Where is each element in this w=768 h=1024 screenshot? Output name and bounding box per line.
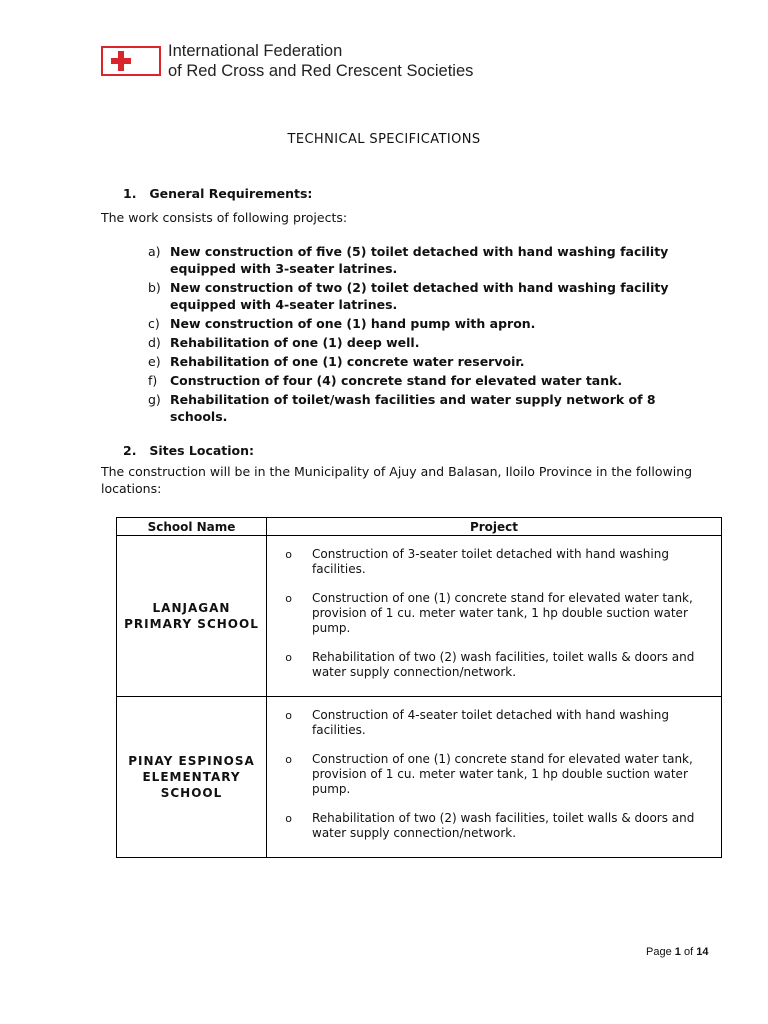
column-header-project: Project [267,518,722,536]
project-item [267,650,713,680]
project-item [267,708,713,738]
school-name: LANJAGAN PRIMARY SCHOOL [117,536,267,697]
section-1-intro: The work consists of following projects: [101,210,348,225]
list-item-text: New construction of one (1) hand pump with apron. [170,316,536,331]
project-text: Rehabilitation of two (2) wash facilities, toilet walls & doors and water supply connection/network. [312,650,695,679]
org-line-2: of Red Cross and Red Crescent Societies [168,62,474,80]
bullet-icon: o [285,651,292,664]
red-cross-crescent-logo [101,46,161,76]
list-item [148,334,708,351]
list-item [148,391,708,425]
table-row [117,697,722,858]
document-title: TECHNICAL SPECIFICATIONS [287,132,481,147]
bullet-icon: o [285,709,292,722]
section-2-intro: The construction will be in the Municipality of Ajuy and Balasan, Iloilo Province in the following locations: [101,464,693,496]
page-word: Page [646,946,672,958]
school-name: PINAY ESPINOSA ELEMENTARY SCHOOL [117,697,267,858]
list-item-label: g) [148,392,161,407]
section-2-heading [123,443,254,458]
list-item [148,372,708,389]
list-item [148,353,708,370]
project-item [267,811,713,841]
list-item-label: d) [148,335,161,350]
of-word: of [683,946,694,958]
table-row [117,536,722,697]
project-text: Construction of 4-seater toilet detached with hand washing facilities. [312,708,669,737]
list-item [148,315,708,332]
project-text: Rehabilitation of two (2) wash facilities, toilet walls & doors and water supply connection/network. [312,811,695,840]
list-item-label: b) [148,280,161,295]
sites-table [116,517,722,858]
project-text: Construction of one (1) concrete stand for elevated water tank, provision of 1 cu. meter water tank, 1 hp double suction water pump. [312,752,693,796]
organization-name [168,41,473,81]
section-1-heading [123,186,312,201]
page-number [646,946,708,958]
project-item [267,752,713,797]
bullet-icon: o [285,753,292,766]
list-item-label: e) [148,354,161,369]
section-number: 1. [123,186,137,201]
section-title: General Requirements: [149,186,313,201]
section-number: 2. [123,443,137,458]
project-list [148,243,708,427]
column-header-school: School Name [117,518,267,536]
project-text: Construction of 3-seater toilet detached with hand washing facilities. [312,547,669,576]
bullet-icon: o [285,812,292,825]
bullet-icon: o [285,592,292,605]
project-item [267,547,713,577]
list-item [148,279,708,313]
list-item-text: New construction of two (2) toilet detached with hand washing facility equipped with 4-seater latrines. [170,280,669,312]
project-cell [267,697,722,858]
project-item [267,591,713,636]
section-title: Sites Location: [149,443,255,458]
bullet-icon: o [285,548,292,561]
project-cell [267,536,722,697]
project-text: Construction of one (1) concrete stand for elevated water tank, provision of 1 cu. meter water tank, 1 hp double suction water pump. [312,591,693,635]
list-item-text: Rehabilitation of one (1) deep well. [170,335,420,350]
list-item-text: Rehabilitation of one (1) concrete water reservoir. [170,354,525,369]
list-item [148,243,708,277]
org-line-1: International Federation [168,42,343,60]
table-header-row [117,518,722,536]
list-item-label: f) [148,373,158,388]
list-item-text: Rehabilitation of toilet/wash facilities and water supply network of 8 schools. [170,392,656,424]
current-page: 1 [674,946,681,958]
total-pages: 14 [696,946,709,958]
list-item-text: New construction of five (5) toilet detached with hand washing facility equipped with 3-seater latrines. [170,244,669,276]
list-item-text: Construction of four (4) concrete stand for elevated water tank. [170,373,623,388]
list-item-label: a) [148,244,161,259]
list-item-label: c) [148,316,160,331]
